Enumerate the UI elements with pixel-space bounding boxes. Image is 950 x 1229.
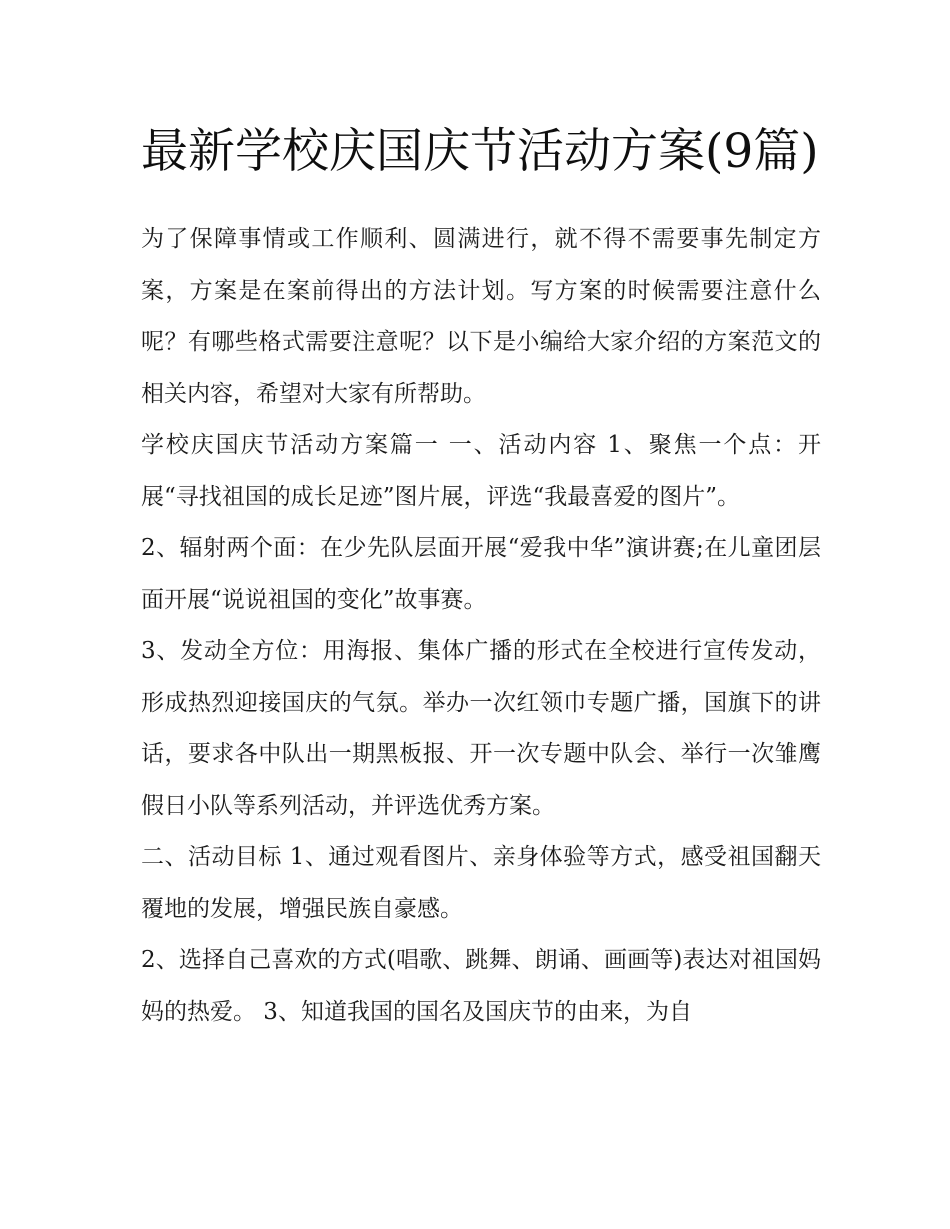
item-three-paragraph: 3、发动全方位：用海报、集体广播的形式在全校进行宣传发动，形成热烈迎接国庆的气氛。举办一次红领巾专题广播，国旗下的讲话，要求各中队出一期黑板报、开一次专题中队会、举行一次雏鹰假日小队等系列活动，并评选优秀方案。: [141, 638, 821, 819]
goal-two-paragraph: 2、选择自己喜欢的方式(唱歌、跳舞、朗诵、画画等)表达对祖国妈妈的热爱。 3、知道我国的国名及国庆节的由来，为自: [141, 947, 821, 1025]
document-body: [141, 112, 821, 1038]
section-two-paragraph: 二、活动目标 1、通过观看图片、亲身体验等方式，感受祖国翻天覆地的发展，增强民族自豪感。: [141, 844, 821, 922]
section-one-paragraph: 学校庆国庆节活动方案篇一 一、活动内容 1、聚焦一个点：开展“寻找祖国的成长足迹”图片展，评选“我最喜爱的图片”。: [141, 432, 821, 510]
item-two-paragraph: 2、辐射两个面：在少先队层面开展“爱我中华”演讲赛;在儿童团层面开展“说说祖国的变化”故事赛。: [141, 535, 821, 613]
document-title: 最新学校庆国庆节活动方案(9篇): [141, 124, 819, 179]
intro-paragraph: 为了保障事情或工作顺利、圆满进行，就不得不需要事先制定方案，方案是在案前得出的方法计划。写方案的时候需要注意什么呢？有哪些格式需要注意呢？以下是小编给大家介绍的方案范文的相关内容，希望对大家有所帮助。: [141, 226, 821, 407]
